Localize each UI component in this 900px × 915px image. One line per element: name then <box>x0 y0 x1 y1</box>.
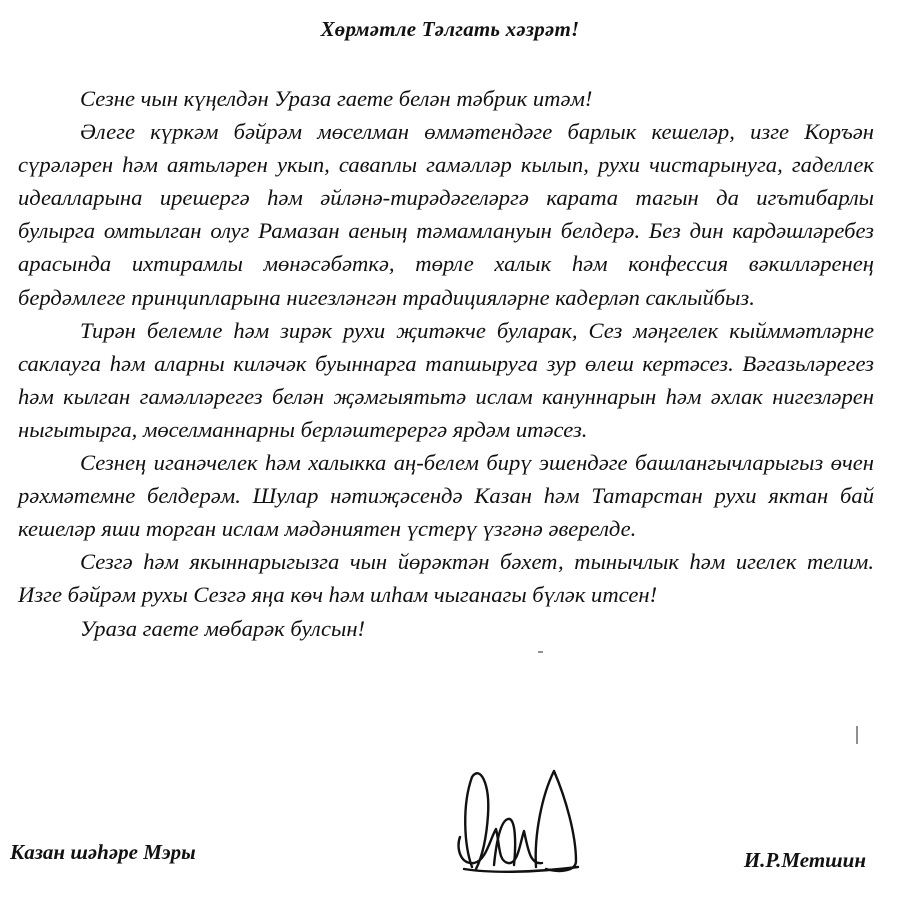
letter-body <box>18 82 874 645</box>
letter-paragraph-2: Әлеге күркәм бәйрәм мөселман өммәтендәге барлык кешеләр, изге Коръән сүрәләрен һәм аятьләрен укып, саваплы гамәлләр кылып, рухи чистарынуга, гаделлек идеалларына ирешергә һәм әйләнә-тирәдәгеләргә карата тагын да игътибарлы булырга омтылган олуг Рамазан аеның тәмамлануын белдерә. Без дин кардәшләребез арасында ихтирамлы мөнәсәбәткә, төрле халык һәм конфессия вәкилләренең бердәмлеге принципларына нигезләнгән традицияләрне кадерләп саклыйбыз. <box>18 119 874 310</box>
letter-paragraph-3: Тирән белемле һәм зирәк рухи җитәкче буларак, Сез мәңгелек кыйммәтләрне саклауга һәм аларны киләчәк буыннарга тапшыруга зур өлеш кертәсез. Вәгазьләрегез һәм кылган гамәлләрегез белән җәмгыятьтә ислам кануннарын һәм әхлак нигезләрен ныгытырга, мөселманнарны берләштерергә ярдәм итәсез. <box>18 317 874 442</box>
letter-paragraph-5: Сезгә һәм якыннарыгызга чын йөрәктән бәхет, тынычлык һәм игелек телим. Изге бәйрәм рухы Сезгә яңа көч һәм илһам чыганагы бүләк итсен! <box>18 549 874 608</box>
signatory-position: Казан шәһәре Мэры <box>10 840 196 864</box>
scan-speck <box>856 726 858 744</box>
letter-paragraph-6: Ураза гаете мөбарәк булсын! <box>80 615 366 641</box>
letter-paragraph-4: Сезнең иганәчелек һәм халыкка аң-белем бирү эшендәге башлангычларыгыз өчен рәхмәтемне белдерәм. Шулар нәтиҗәсендә Казан һәм Татарстан рухи яктан бай кешеләр яши торган ислам мәдәниятен үстерү үзгәнә әверелде. <box>18 450 874 542</box>
handwritten-signature <box>450 765 590 875</box>
signatory-name: И.Р.Метшин <box>743 848 866 872</box>
letter-greeting: Хөрмәтле Тәлгать хәзрәт! <box>320 17 580 41</box>
scan-speck <box>538 651 543 653</box>
letter-paragraph-1: Сезне чын күңелдән Ураза гаете белән тәбрик итәм! <box>80 86 593 111</box>
